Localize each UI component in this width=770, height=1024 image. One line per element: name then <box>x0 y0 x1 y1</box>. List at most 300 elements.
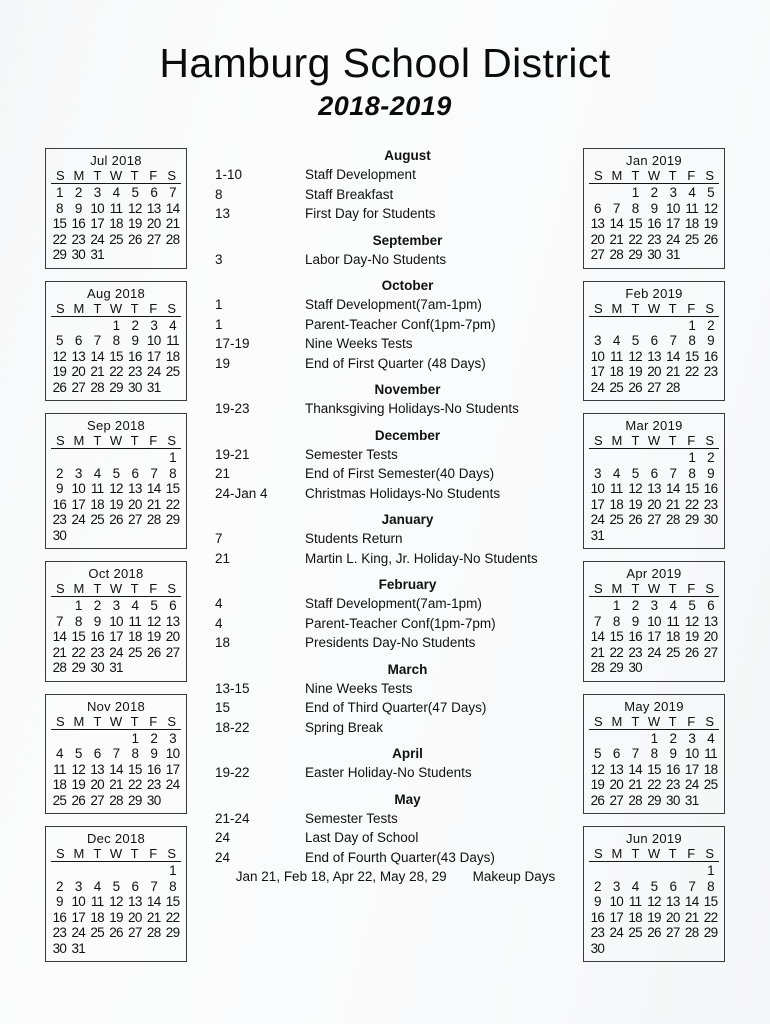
day-cell: 17 <box>71 909 86 925</box>
day-cell: 25 <box>90 512 104 527</box>
event-description: Students Return <box>305 531 403 546</box>
event-date: 19 <box>215 355 231 371</box>
day-cell-empty <box>588 598 607 614</box>
weekday-label: T <box>631 846 640 861</box>
day-cell-empty <box>682 660 701 676</box>
day-cell: 10 <box>146 333 161 348</box>
day-cell-empty <box>663 450 682 466</box>
day-cell: 27 <box>609 792 624 808</box>
event-description: Semester Tests <box>305 446 398 462</box>
day-cell: 26 <box>71 792 86 808</box>
day-cell: 19 <box>109 496 123 512</box>
day-cell: 26 <box>628 379 642 395</box>
day-cell: 24 <box>146 364 161 379</box>
day-cell: 11 <box>90 894 104 909</box>
weekday-label: M <box>73 168 85 183</box>
day-cell: 27 <box>666 925 680 940</box>
day-cell-empty <box>701 247 720 263</box>
week-row <box>588 364 720 380</box>
weekday-header-row <box>589 715 719 730</box>
day-cell: 18 <box>628 909 642 925</box>
day-cell: 13 <box>609 761 624 777</box>
weekday-label: S <box>593 713 603 729</box>
week-row <box>50 793 182 809</box>
day-cell: 1 <box>650 730 658 746</box>
day-cell: 23 <box>703 496 718 512</box>
day-cell: 3 <box>594 333 601 348</box>
event-date: 13-15 <box>215 680 250 696</box>
event-date: 21 <box>215 550 231 566</box>
mini-calendar-mar-2019 <box>583 413 725 549</box>
day-cell: 7 <box>93 333 101 348</box>
weekday-label: T <box>93 581 102 596</box>
week-row <box>50 879 182 895</box>
day-cell: 7 <box>688 878 696 894</box>
day-cell: 26 <box>590 792 605 808</box>
day-cell-empty <box>645 660 664 676</box>
day-cell: 8 <box>131 746 139 761</box>
weekday-label: S <box>593 433 603 448</box>
day-cell-empty <box>107 731 126 747</box>
weekday-label: F <box>149 300 158 316</box>
day-cell: 31 <box>590 527 605 543</box>
weekday-label: T <box>631 581 640 596</box>
day-cell: 8 <box>650 746 658 761</box>
day-cell: 28 <box>628 792 642 808</box>
event-description: Semester Tests <box>305 810 398 826</box>
day-cell: 25 <box>52 792 67 808</box>
event-date: 21-24 <box>215 810 250 826</box>
day-cell: 19 <box>109 909 123 925</box>
week-row <box>588 232 720 248</box>
day-cell: 16 <box>128 348 142 364</box>
day-cell: 18 <box>609 364 624 379</box>
day-cell: 22 <box>684 364 699 379</box>
mini-calendar-feb-2019 <box>583 281 725 402</box>
page-title: Hamburg School District <box>159 40 611 86</box>
week-row <box>588 185 720 201</box>
day-cell: 12 <box>628 348 642 364</box>
month-events-december <box>215 428 570 504</box>
makeup-days-dates: Jan 21, Feb 18, Apr 22, May 28, 29 <box>235 869 447 884</box>
day-cell-empty <box>588 863 607 879</box>
weekday-label: M <box>611 713 623 729</box>
event-row <box>215 718 570 738</box>
day-cell: 22 <box>165 909 180 925</box>
day-cell: 30 <box>703 512 718 527</box>
day-cell: 3 <box>112 598 120 613</box>
weekday-header-row <box>51 169 181 184</box>
day-cell: 22 <box>109 364 123 379</box>
event-row <box>215 399 570 419</box>
event-description: Spring Break <box>305 719 384 735</box>
week-row <box>50 380 182 396</box>
day-cell: 4 <box>612 333 620 348</box>
day-cell: 15 <box>684 481 699 496</box>
day-cell-empty <box>50 598 69 614</box>
event-description: Staff Breakfast <box>305 186 394 202</box>
day-cell-empty <box>88 318 107 334</box>
school-year-subtitle: 2018-2019 <box>318 91 452 122</box>
week-row <box>588 216 720 232</box>
week-row <box>50 349 182 365</box>
day-cell-empty <box>663 318 682 334</box>
day-cell-empty <box>144 660 163 676</box>
day-cell: 10 <box>666 200 680 216</box>
event-date: 18 <box>215 635 231 650</box>
day-cell-empty <box>50 450 69 466</box>
day-cell: 9 <box>150 746 158 761</box>
event-row <box>215 165 570 185</box>
day-cell: 2 <box>594 878 601 894</box>
day-cell: 19 <box>590 777 605 792</box>
day-cell-empty <box>626 731 645 747</box>
weekday-label: M <box>611 433 623 448</box>
day-cell: 7 <box>594 613 601 629</box>
event-description: Thanksgiving Holidays-No Students <box>305 401 519 416</box>
day-cell: 27 <box>165 644 180 660</box>
day-cell: 21 <box>666 496 680 512</box>
event-description: Staff Development <box>305 167 416 182</box>
day-cell: 5 <box>56 333 63 348</box>
event-description: End of Third Quarter(47 Days) <box>305 700 487 715</box>
day-cell: 14 <box>628 761 642 777</box>
day-cell: 6 <box>594 200 601 216</box>
day-cell: 4 <box>131 598 139 613</box>
day-cell: 18 <box>165 348 180 364</box>
day-cell: 10 <box>109 613 123 629</box>
month-heading: October <box>381 278 434 293</box>
day-cell: 9 <box>650 200 658 216</box>
day-cell-empty <box>663 528 682 544</box>
event-description: First Day for Students <box>305 206 436 221</box>
day-cell: 1 <box>612 598 620 613</box>
month-events-march <box>215 662 570 738</box>
event-date: 24 <box>215 830 231 845</box>
day-cell: 28 <box>109 792 123 808</box>
day-cell: 9 <box>594 894 601 909</box>
day-cell-empty <box>607 731 626 747</box>
event-row <box>215 698 570 718</box>
day-cell: 5 <box>594 746 601 761</box>
day-cell: 24 <box>647 644 661 660</box>
week-row <box>588 466 720 482</box>
day-cell: 20 <box>146 216 161 231</box>
event-description: Nine Weeks Tests <box>305 680 413 696</box>
event-row <box>215 763 570 783</box>
mini-calendar-dec-2018 <box>45 826 187 962</box>
day-cell: 13 <box>146 200 161 216</box>
day-cell: 13 <box>647 348 661 364</box>
month-events-october <box>215 278 570 373</box>
event-date: 18-22 <box>215 719 250 735</box>
day-cell: 8 <box>612 613 620 629</box>
day-cell: 1 <box>631 185 639 200</box>
day-cell: 7 <box>631 746 639 761</box>
day-cell: 7 <box>669 465 677 481</box>
page-header <box>0 0 770 122</box>
day-cell-empty <box>682 247 701 263</box>
day-cell: 13 <box>128 894 142 909</box>
day-cell: 15 <box>109 348 123 364</box>
weekday-label: W <box>647 846 661 861</box>
day-cell-empty <box>682 863 701 879</box>
week-row <box>588 660 720 676</box>
day-cell: 28 <box>666 379 680 395</box>
day-cell: 22 <box>628 231 642 247</box>
week-row <box>50 777 182 793</box>
day-cell: 3 <box>93 185 101 200</box>
event-date: 1 <box>215 316 223 332</box>
week-row <box>50 910 182 926</box>
week-row <box>50 645 182 661</box>
weekday-label: T <box>668 168 677 183</box>
day-cell: 12 <box>128 200 142 216</box>
day-cell: 1 <box>131 730 139 746</box>
day-cell: 9 <box>93 613 101 629</box>
day-cell-empty <box>645 941 664 957</box>
day-cell: 25 <box>628 925 642 940</box>
events-column <box>215 148 570 896</box>
day-cell: 24 <box>590 512 605 527</box>
day-cell-empty <box>69 450 88 466</box>
day-cell: 13 <box>165 613 180 629</box>
weekday-header-row <box>51 715 181 730</box>
weekday-header-row <box>589 847 719 862</box>
day-cell: 4 <box>631 878 639 894</box>
day-cell-empty <box>50 731 69 747</box>
week-row <box>588 380 720 396</box>
day-cell-empty <box>125 660 144 676</box>
day-cell: 6 <box>74 333 82 348</box>
weekday-label: M <box>611 846 623 861</box>
week-row <box>588 349 720 365</box>
event-date: 1-10 <box>215 167 243 182</box>
day-cell: 5 <box>650 878 658 894</box>
day-cell: 7 <box>612 200 620 216</box>
weekday-label: W <box>647 300 661 316</box>
day-cell: 11 <box>609 481 623 496</box>
week-row <box>588 450 720 466</box>
day-cell: 28 <box>590 660 605 675</box>
day-cell: 8 <box>169 878 176 894</box>
day-cell: 10 <box>684 746 699 761</box>
day-cell: 15 <box>165 894 180 909</box>
day-cell: 9 <box>56 481 63 496</box>
day-cell-empty <box>607 185 626 201</box>
week-row <box>50 660 182 676</box>
weekday-label: W <box>109 581 123 596</box>
weekday-label: S <box>593 168 603 183</box>
day-cell: 15 <box>165 481 180 496</box>
day-cell-empty <box>701 528 720 544</box>
day-cell: 3 <box>688 730 696 746</box>
weekday-label: W <box>109 168 123 183</box>
day-cell: 30 <box>666 792 680 808</box>
day-cell: 8 <box>56 200 63 216</box>
day-cell: 12 <box>647 894 661 909</box>
day-cell-empty <box>626 528 645 544</box>
day-cell: 8 <box>112 333 120 348</box>
mini-calendar-apr-2019 <box>583 561 725 682</box>
week-row <box>50 333 182 349</box>
mini-calendar-title: Jan 2019 <box>626 153 682 168</box>
day-cell: 29 <box>109 379 123 395</box>
day-cell: 11 <box>166 333 179 348</box>
month-events-august <box>215 148 570 224</box>
weekday-header-row <box>51 434 181 449</box>
weekday-label: T <box>631 168 640 183</box>
day-cell: 2 <box>707 317 714 333</box>
day-cell: 23 <box>590 925 605 940</box>
week-row <box>50 762 182 778</box>
day-cell: 11 <box>90 481 104 496</box>
event-row <box>215 484 570 504</box>
mini-calendar-title: Nov 2018 <box>86 698 146 714</box>
weekday-label: T <box>93 846 102 861</box>
day-cell: 10 <box>165 746 180 761</box>
week-row <box>50 232 182 248</box>
day-cell: 3 <box>650 598 658 613</box>
day-cell: 24 <box>165 777 180 792</box>
day-cell: 17 <box>590 496 605 512</box>
day-cell: 22 <box>703 909 718 925</box>
day-cell: 3 <box>612 878 620 894</box>
day-cell: 29 <box>71 660 86 675</box>
month-heading: September <box>372 232 443 248</box>
day-cell: 5 <box>74 746 82 761</box>
day-cell: 19 <box>647 909 661 925</box>
day-cell-empty <box>588 450 607 466</box>
day-cell: 12 <box>684 613 699 629</box>
event-description: Last Day of School <box>305 830 419 845</box>
weekday-label: T <box>631 713 640 729</box>
week-row <box>588 762 720 778</box>
day-cell: 20 <box>128 496 142 512</box>
day-cell-empty <box>69 318 88 334</box>
day-cell-empty <box>144 247 163 263</box>
day-cell: 5 <box>688 598 696 613</box>
day-cell: 10 <box>609 894 624 909</box>
day-cell: 10 <box>647 613 661 629</box>
day-cell: 25 <box>109 231 123 247</box>
week-row <box>50 746 182 762</box>
day-cell-empty <box>107 450 126 466</box>
day-cell: 2 <box>56 465 63 481</box>
day-cell-empty <box>144 863 163 879</box>
day-cell: 8 <box>631 200 639 216</box>
event-row <box>215 334 570 354</box>
day-cell: 3 <box>150 317 158 333</box>
event-date: 8 <box>215 186 223 202</box>
day-cell: 5 <box>707 185 714 200</box>
day-cell-empty <box>125 450 144 466</box>
day-cell: 18 <box>128 629 142 644</box>
week-row <box>588 879 720 895</box>
day-cell: 27 <box>590 247 605 262</box>
day-cell: 11 <box>685 200 699 216</box>
day-cell: 29 <box>609 660 624 675</box>
day-cell-empty <box>88 450 107 466</box>
weekday-label: T <box>93 433 102 448</box>
day-cell: 2 <box>707 450 714 465</box>
week-row <box>588 614 720 630</box>
day-cell: 30 <box>128 379 142 395</box>
week-row <box>588 512 720 528</box>
weekday-label: F <box>687 713 696 729</box>
day-cell: 16 <box>628 629 642 644</box>
week-row <box>50 481 182 497</box>
event-row <box>215 445 570 465</box>
day-cell: 16 <box>703 481 718 496</box>
mini-calendar-title: Jul 2018 <box>90 153 142 168</box>
day-cell: 28 <box>165 231 180 247</box>
weekday-label: T <box>130 433 139 448</box>
day-cell: 14 <box>165 200 180 216</box>
day-cell: 20 <box>647 364 661 379</box>
day-cell: 30 <box>52 940 67 956</box>
week-row <box>588 201 720 217</box>
day-cell: 9 <box>56 894 63 909</box>
month-heading: March <box>387 661 428 677</box>
day-cell: 1 <box>688 450 696 465</box>
day-cell: 7 <box>112 746 120 761</box>
day-cell: 1 <box>169 863 176 878</box>
weekday-label: M <box>73 713 85 729</box>
week-row <box>588 481 720 497</box>
weekday-label: T <box>631 300 640 316</box>
day-cell-empty <box>588 318 607 334</box>
day-cell: 27 <box>90 792 104 808</box>
weekday-label: S <box>167 168 177 183</box>
event-description: Presidents Day-No Students <box>305 635 476 650</box>
week-row <box>588 598 720 614</box>
day-cell: 18 <box>52 777 67 792</box>
day-cell: 19 <box>684 629 699 644</box>
weekday-label: T <box>668 300 677 316</box>
weekday-label: S <box>705 433 715 448</box>
week-row <box>50 941 182 957</box>
day-cell: 21 <box>590 644 605 660</box>
day-cell: 27 <box>128 925 142 940</box>
day-cell: 3 <box>594 465 601 481</box>
day-cell: 11 <box>666 613 680 629</box>
weekday-label: W <box>109 713 123 729</box>
week-row <box>50 629 182 645</box>
day-cell: 6 <box>169 598 176 613</box>
day-cell: 13 <box>128 481 142 496</box>
day-cell-empty <box>107 863 126 879</box>
week-row <box>588 318 720 334</box>
weekday-label: F <box>687 168 696 183</box>
day-cell-empty <box>645 450 664 466</box>
weekday-label: S <box>55 433 65 448</box>
day-cell: 26 <box>109 512 123 527</box>
day-cell: 22 <box>165 496 180 512</box>
weekday-header-row <box>589 434 719 449</box>
day-cell: 16 <box>703 348 718 364</box>
day-cell-empty <box>701 380 720 396</box>
week-row <box>50 925 182 941</box>
day-cell: 16 <box>590 909 605 925</box>
week-row <box>50 201 182 217</box>
day-cell: 6 <box>131 465 139 481</box>
event-date: 3 <box>215 251 223 267</box>
event-description: Christmas Holidays-No Students <box>305 485 501 501</box>
week-row <box>50 528 182 544</box>
weekday-header-row <box>589 169 719 184</box>
day-cell: 20 <box>90 777 104 792</box>
